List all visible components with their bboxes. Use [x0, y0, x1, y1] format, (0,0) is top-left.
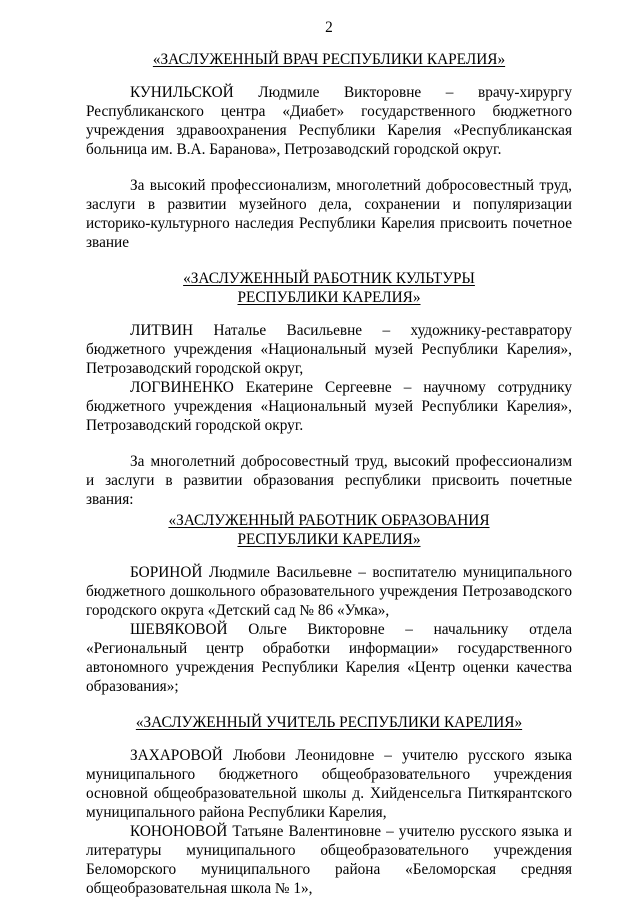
- award-entry-borina: БОРИНОЙ Людмиле Васильевне – воспитателю муниципального бюджетного дошкольного образовательного учреждения Петрозаводского городского округа «Детский сад № 86 «Умка»,: [86, 564, 572, 619]
- award-entry-zakharova: ЗАХАРОВОЙ Любови Леонидовне – учителю русского языка муниципального бюджетного общеобразовательного учреждения основной общеобразовательной школы д. Хийденсельга Питкярантского муниципального района Республики Карелия,: [86, 747, 572, 821]
- culture-intro-paragraph: За высокий профессионализм, многолетний добросовестный труд, заслуги в развитии музейного дела, сохранении и популяризации историко-культурного наследия Республики Карелия присвоить почетное звание: [86, 177, 572, 251]
- heading-honored-doctor-text: «ЗАСЛУЖЕННЫЙ ВРАЧ РЕСПУБЛИКИ КАРЕЛИЯ»: [152, 51, 506, 68]
- award-entry-shevyakova: ШЕВЯКОВОЙ Ольге Викторовне – начальнику отдела «Региональный центр обработки информации» государственного автономного учреждения Республики Карелия «Центр оценки качества образования»;: [86, 621, 572, 695]
- heading-culture-line-1: «ЗАСЛУЖЕННЫЙ РАБОТНИК КУЛЬТУРЫ: [183, 270, 475, 287]
- heading-honored-teacher: [86, 713, 572, 732]
- heading-culture-line-2: РЕСПУБЛИКИ КАРЕЛИЯ»: [237, 289, 421, 306]
- heading-education-line-2: РЕСПУБЛИКИ КАРЕЛИЯ»: [237, 531, 421, 548]
- award-entry-kunilskaya: КУНИЛЬСКОЙ Людмиле Викторовне – врачу-хирургу Республиканского центра «Диабет» государственного бюджетного учреждения здравоохранения Республики Карелия «Республиканская больница им. В.А. Баранова», Петрозаводский городской округ.: [86, 84, 572, 158]
- heading-honored-doctor: [86, 50, 572, 69]
- document-page: [86, 18, 572, 898]
- award-entry-litvin: ЛИТВИН Наталье Васильевне – художнику-реставратору бюджетного учреждения «Национальный музей Республики Карелия», Петрозаводский городской округ,: [86, 322, 572, 377]
- education-intro-paragraph: За многолетний добросовестный труд, высокий профессионализм и заслуги в развитии образования республики присвоить почетные звания:: [86, 453, 572, 508]
- heading-honored-education-worker: [86, 511, 572, 549]
- award-entry-kononova: КОНОНОВОЙ Татьяне Валентиновне – учителю русского языка и литературы муниципального общеобразовательного учреждения Беломорского муниципального района «Беломорская средняя общеобразовательная школа № 1»,: [86, 823, 572, 897]
- page-number: 2: [325, 19, 333, 36]
- heading-education-line-1: «ЗАСЛУЖЕННЫЙ РАБОТНИК ОБРАЗОВАНИЯ: [168, 512, 490, 529]
- heading-honored-teacher-text: «ЗАСЛУЖЕННЫЙ УЧИТЕЛЬ РЕСПУБЛИКИ КАРЕЛИЯ»: [135, 714, 523, 731]
- award-entry-logvinenko: ЛОГВИНЕНКО Екатерине Сергеевне – научному сотруднику бюджетного учреждения «Национальный музей Республики Карелия», Петрозаводский городской округ.: [86, 379, 572, 434]
- heading-honored-culture-worker: [86, 269, 572, 307]
